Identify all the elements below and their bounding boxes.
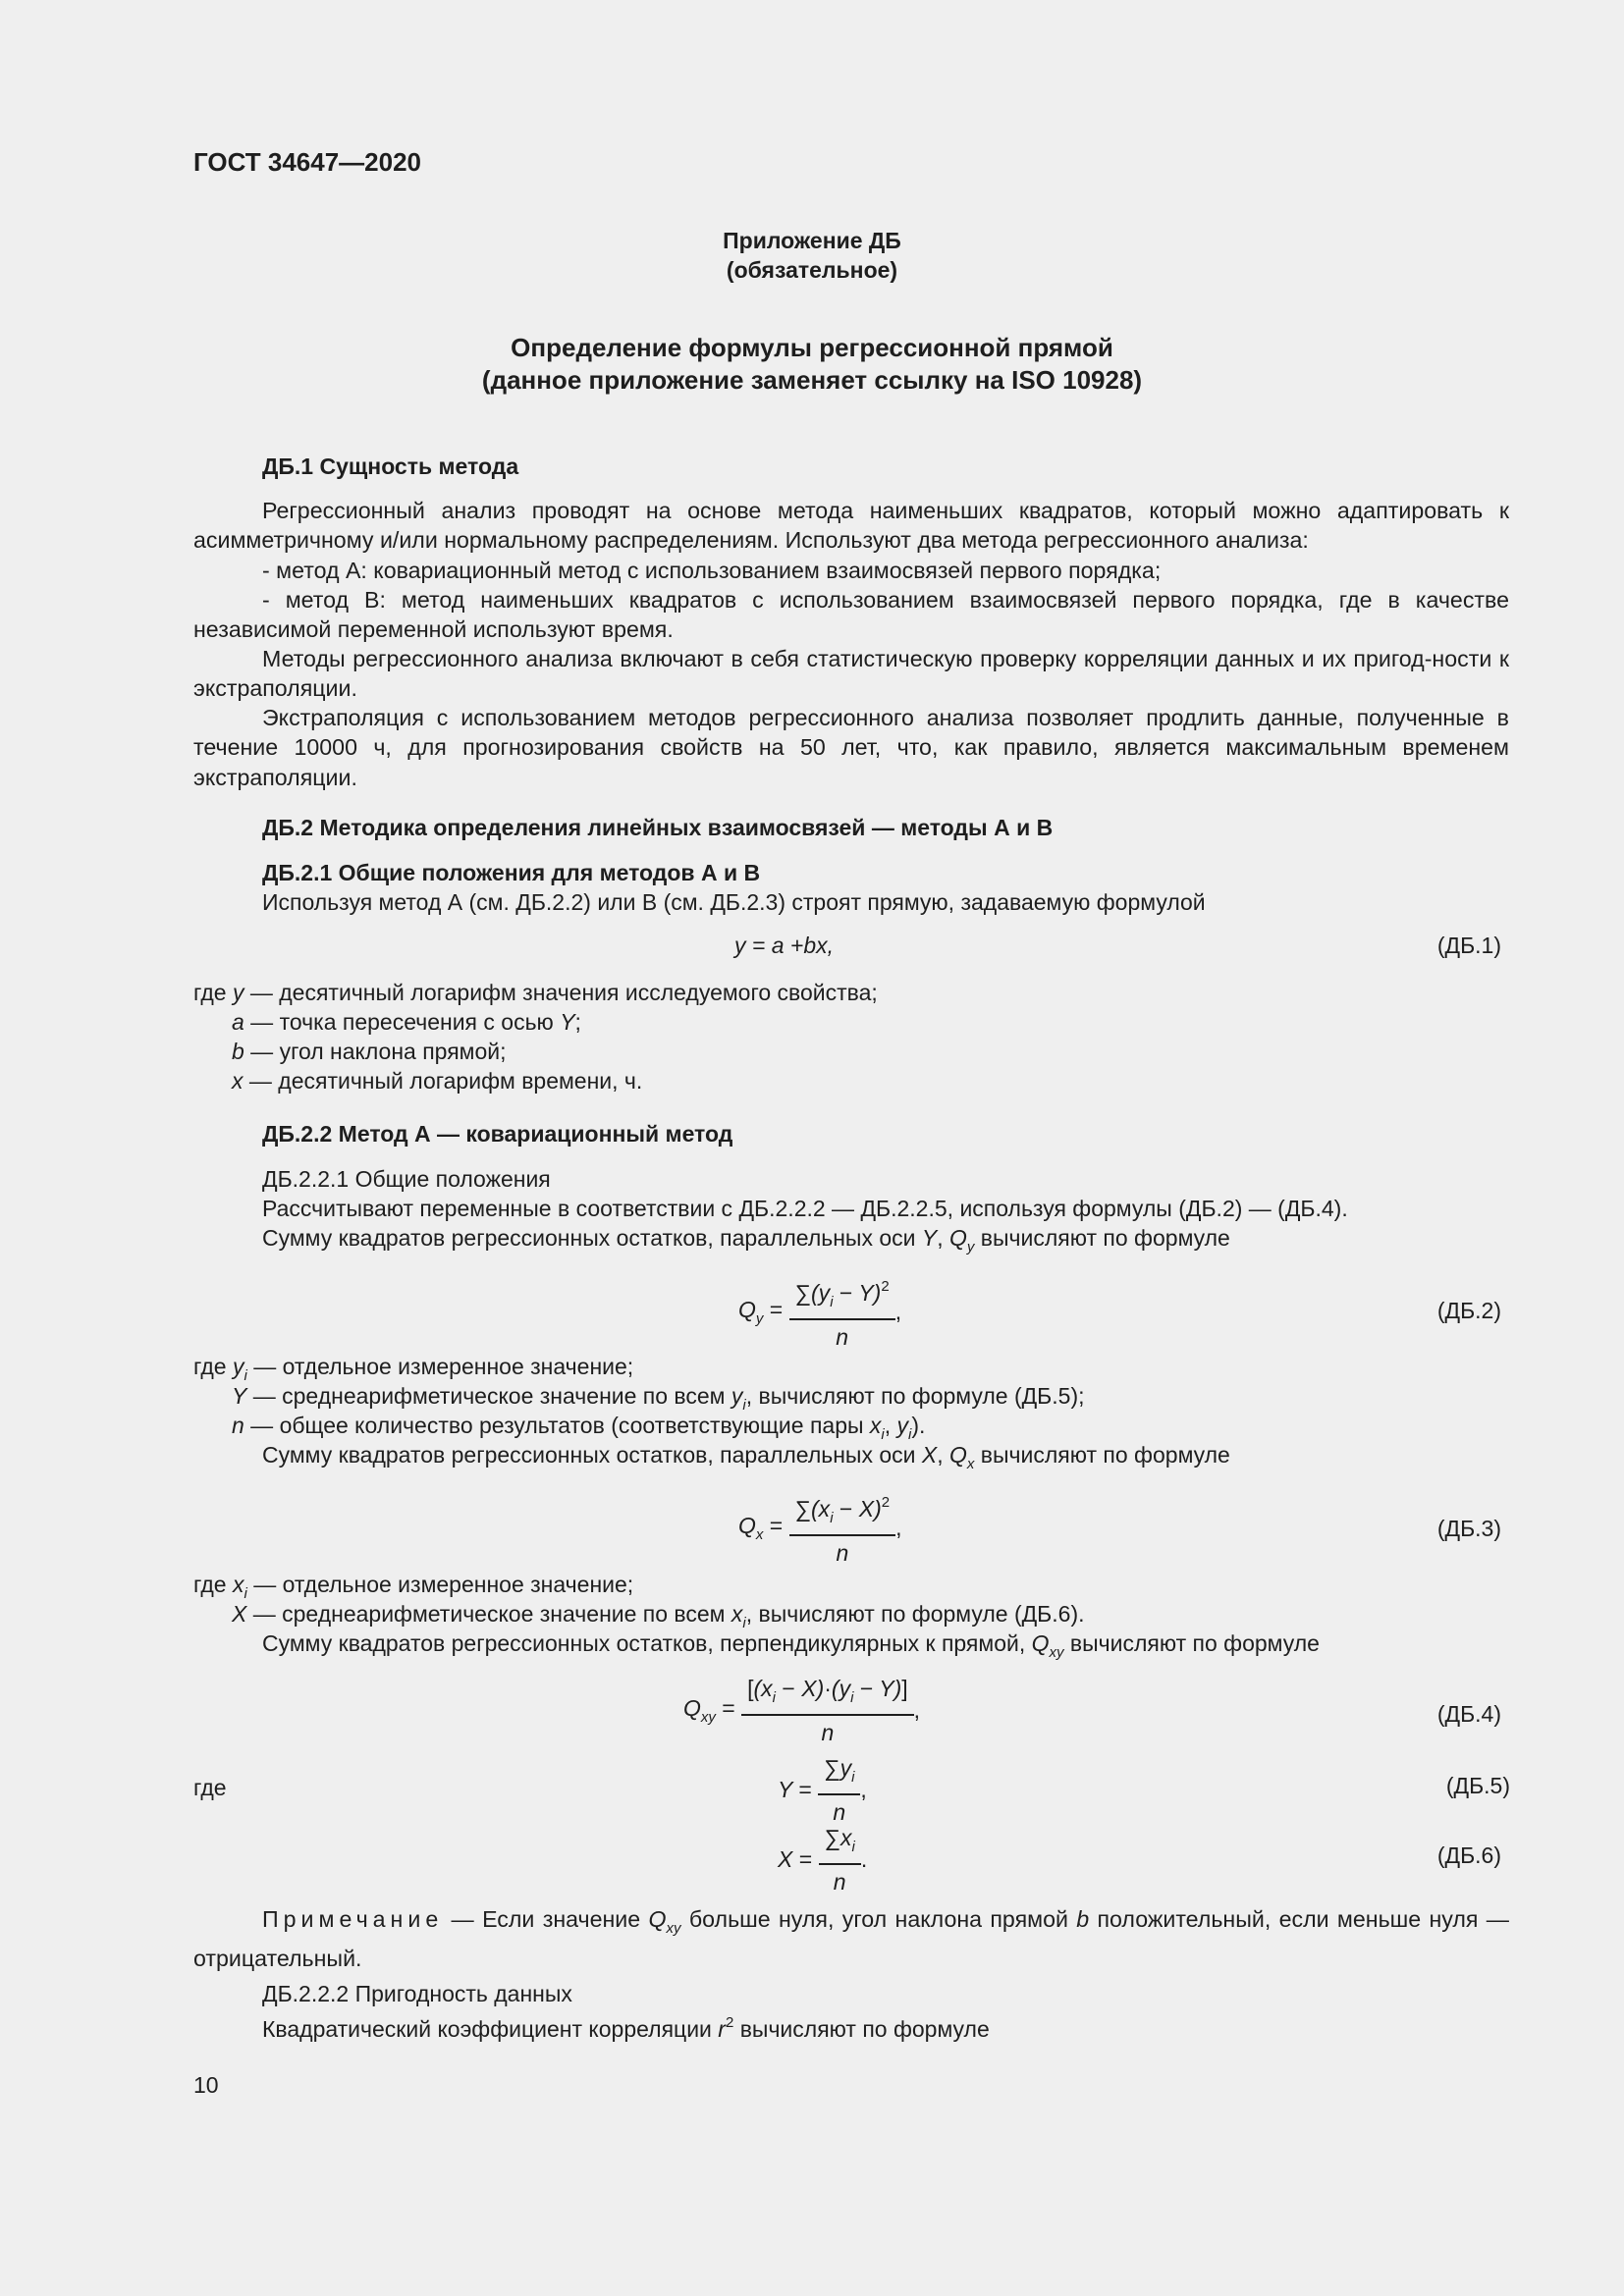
var-a: a bbox=[232, 1009, 244, 1035]
db1-item-b-text: - метод В: метод наименьших квадратов с использованием взаимосвязей первого порядка, где в качестве независимой переменной используют время. bbox=[193, 587, 1509, 643]
equation-db6: X = $\frac{\sum x_i}{n}$ . bbox=[778, 1825, 868, 1895]
where-label-2: где bbox=[193, 1775, 227, 1800]
equation-db1: y = a +bx, bbox=[734, 933, 835, 958]
equation-db2-number: (ДБ.2) bbox=[1436, 1298, 1501, 1323]
db1-item-a-text: - метод А: ковариационный метод с использованием взаимосвязей первого порядка; bbox=[262, 558, 1162, 583]
equation-db3: $Q_x$ = $\frac{\sum(x_i - X)^2}{n}$ , bbox=[738, 1488, 901, 1568]
note: Примечание — Если значение $Q_{xy}$ больше нуля, угол наклона прямой b положительный, если меньше нуля — отрицательный. bbox=[193, 1906, 1509, 1972]
section-title-line1: Определение формулы регрессионной прямой bbox=[511, 333, 1113, 362]
var-y: y bbox=[232, 980, 244, 1005]
where-yi: где $y_i$ — отдельное измеренное значение; bbox=[193, 1354, 634, 1384]
db1-paragraph-2 bbox=[193, 644, 1509, 704]
where-X: X — среднеарифметическое значение по всем $x_i$, вычисляют по формуле (ДБ.6). bbox=[232, 1601, 1085, 1631]
equation-db4-number: (ДБ.4) bbox=[1436, 1701, 1501, 1727]
where-x bbox=[232, 1066, 642, 1095]
equation-db5-number: (ДБ.5) bbox=[1445, 1773, 1510, 1798]
appendix-status: (обязательное) bbox=[726, 257, 898, 283]
db1-p1-text: Регрессионный анализ проводят на основе метода наименьших квадратов, который можно адаптировать к асимметричному и/или нормальному распределениям. Используют два метода регрессионного анализа: bbox=[193, 498, 1509, 554]
where-label: где bbox=[193, 980, 227, 1005]
db1-p3-text: Экстраполяция с использованием методов регрессионного анализа позволяет продлить данные, полученные в течение 10000 ч, для прогнозирования свойств на 50 лет, что, как правило, является максимальным временем экстраполяции. bbox=[193, 705, 1509, 790]
db2-heading: ДБ.2 Методика определения линейных взаимосвязей — методы А и В bbox=[262, 815, 1054, 840]
where-y bbox=[193, 978, 878, 1007]
db1-p2-text: Методы регрессионного анализа включают в себя статистическую проверку корреляции данных и их пригод-ности к экстраполяции. bbox=[193, 646, 1509, 702]
db2-2-1-text: Рассчитывают переменные в соответствии с ДБ.2.2.2 — ДБ.2.2.5, используя формулы (ДБ.2) — (ДБ.4). bbox=[262, 1196, 1348, 1221]
appendix-title: Приложение ДБ bbox=[723, 228, 901, 253]
where-b bbox=[232, 1037, 507, 1066]
where-xi: где $x_i$ — отдельное измеренное значение; bbox=[193, 1572, 634, 1602]
db1-paragraph-1 bbox=[193, 496, 1509, 556]
desc-a: — точка пересечения с осью bbox=[244, 1009, 561, 1035]
qxy-intro: Сумму квадратов регрессионных остатков, перпендикулярных к прямой, $Q_{xy}$ вычисляют по формуле bbox=[262, 1630, 1320, 1661]
db1-item-b bbox=[193, 585, 1509, 645]
where-Y: Y — среднеарифметическое значение по всем $y_i$, вычисляют по формуле (ДБ.5); bbox=[232, 1383, 1085, 1414]
where-a bbox=[232, 1007, 581, 1037]
axis-Y: Y bbox=[560, 1009, 575, 1035]
qy-intro: Сумму квадратов регрессионных остатков, параллельных оси Y, $Q_y$ вычисляют по формуле bbox=[262, 1225, 1230, 1255]
db2-1-heading: ДБ.2.1 Общие положения для методов А и В bbox=[262, 860, 761, 885]
db1-paragraph-3 bbox=[193, 703, 1509, 792]
db1-heading: ДБ.1 Сущность метода bbox=[262, 454, 519, 479]
qy-intro-text: Сумму квадратов регрессионных остатков, параллельных оси bbox=[262, 1225, 916, 1251]
equation-db1-number: (ДБ.1) bbox=[1436, 933, 1501, 958]
db2-2-2-text: Квадратический коэффициент корреляции $r^2$ вычисляют по формуле bbox=[262, 2014, 990, 2042]
db2-2-heading: ДБ.2.2 Метод А — ковариационный метод bbox=[262, 1121, 733, 1147]
qx-intro: Сумму квадратов регрессионных остатков, параллельных оси X, $Q_x$ вычисляют по формуле bbox=[262, 1442, 1230, 1472]
where-n: n — общее количество результатов (соответствующие пары $x_i$, $y_i$). bbox=[232, 1413, 926, 1443]
equation-db3-number: (ДБ.3) bbox=[1436, 1516, 1501, 1541]
qy-intro-end: вычисляют по формуле bbox=[980, 1225, 1230, 1251]
equation-db6-number: (ДБ.6) bbox=[1436, 1842, 1501, 1868]
desc-x: — десятичный логарифм времени, ч. bbox=[243, 1068, 643, 1094]
var-x: x bbox=[232, 1068, 244, 1094]
desc-a-end: ; bbox=[574, 1009, 581, 1035]
desc-b: — угол наклона прямой; bbox=[244, 1039, 507, 1064]
note-label: Примечание bbox=[262, 1906, 444, 1932]
desc-y: — десятичный логарифм значения исследуемого свойства; bbox=[244, 980, 878, 1005]
equation-db2: $Q_y$ = $\frac{\sum(y_i - Y)^2}{n}$ , bbox=[738, 1272, 901, 1352]
equation-db4: $Q_{xy}$ = $\frac{[(x_i - X)\cdot(y_i - Y)]}{n}$ , bbox=[683, 1676, 921, 1745]
document-id: ГОСТ 34647—2020 bbox=[193, 147, 421, 177]
db2-2-2-heading: ДБ.2.2.2 Пригодность данных bbox=[262, 1981, 572, 2006]
db1-item-a bbox=[193, 556, 1509, 585]
db2-1-text: Используя метод А (см. ДБ.2.2) или В (см. ДБ.2.3) строят прямую, задаваемую формулой bbox=[262, 889, 1206, 915]
db2-2-1-heading: ДБ.2.2.1 Общие положения bbox=[262, 1166, 551, 1192]
section-title-line2: (данное приложение заменяет ссылку на ISO 10928) bbox=[481, 365, 1143, 395]
page-number: 10 bbox=[193, 2072, 219, 2098]
var-b: b bbox=[232, 1039, 244, 1064]
equation-db5: Y = $\frac{\sum y_i}{n}$ , bbox=[778, 1755, 867, 1825]
